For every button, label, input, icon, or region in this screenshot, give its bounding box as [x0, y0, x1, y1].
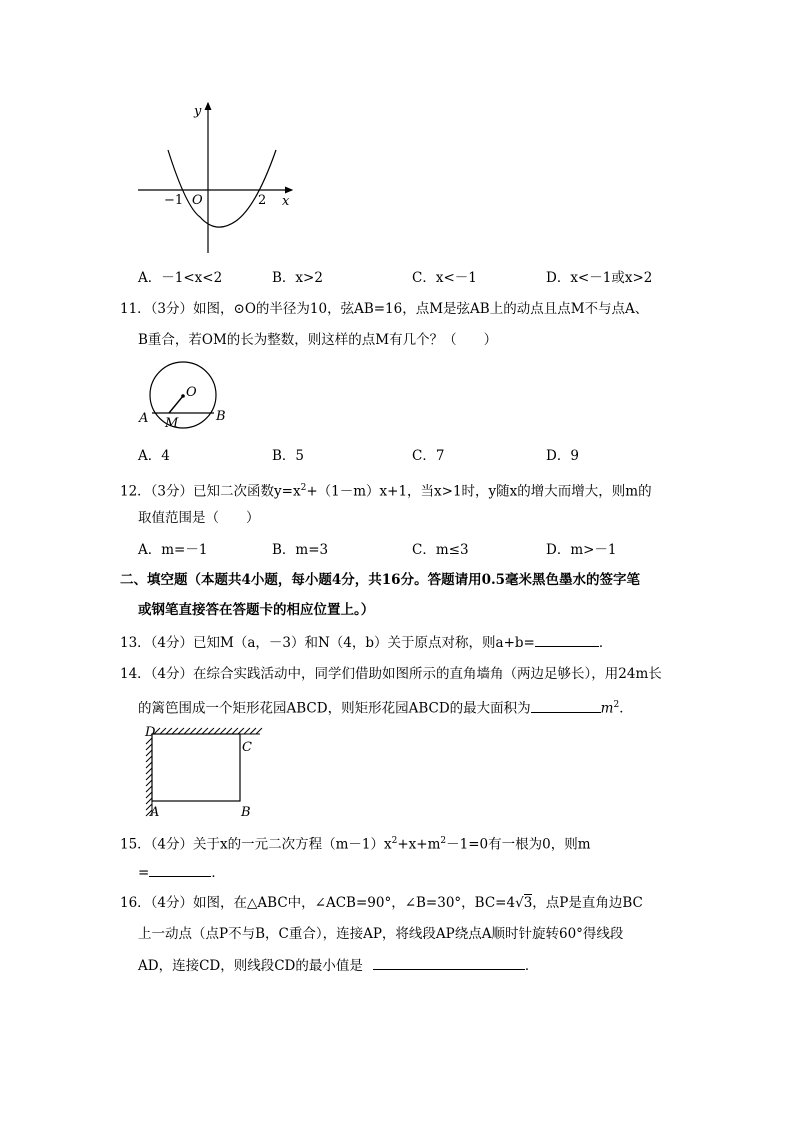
q15-line1: 15．（4分）关于x的一元二次方程$(m-1)x^2+x+m^2-1=0$有一根为0，则m: [120, 836, 591, 853]
q10-option-a: A．－1<x<2: [138, 270, 223, 286]
label-c: C: [242, 740, 252, 755]
q12-line2: 取值范围是（ ）: [138, 510, 260, 526]
section2-heading-line1: 二、填空题（本题共4小题，每小题4分，共16分。答题请用0.5毫米黑色墨水的签字笔: [120, 572, 641, 588]
section2-heading-line2: 或钢笔直接答在答题卡的相应位置上。）: [138, 602, 375, 618]
x-label: x: [282, 194, 290, 209]
q12-line1: 12．（3分）已知二次函数$y=x^2+(1-m)x+1$，当x>1时，y随x的增大而增大，则m的: [120, 483, 652, 500]
label-b: B: [241, 805, 251, 820]
q13-answer-blank[interactable]: [535, 632, 599, 647]
q11-option-d: D．9: [546, 448, 579, 464]
q15-answer-blank[interactable]: [149, 862, 211, 877]
q12-option-a: A．m=－1: [138, 542, 208, 558]
origin-label: O: [192, 193, 203, 208]
q14-answer-blank[interactable]: [531, 698, 601, 713]
q12-option-b: B．m=3: [272, 542, 329, 558]
q14-wall-rectangle-figure: [140, 724, 265, 820]
sqrt-symbol: √: [515, 895, 524, 911]
q15-line2: = ．: [138, 862, 225, 883]
label-m: M: [165, 416, 179, 431]
tick-2: 2: [258, 193, 267, 208]
y-label: y: [194, 104, 202, 119]
q11-circle-figure: [135, 360, 235, 432]
q11-line1: 11．（3分）如图，⊙O的半径为10，弦AB=16，点M是弦AB上的动点且点M不与点A、: [120, 301, 649, 317]
q12-option-c: C．m≤3: [412, 542, 469, 558]
q13-line: 13．（4分）已知M（a，－3）和N（4，b）关于原点对称，则a+b= ．: [120, 632, 612, 653]
q12-option-d: D．m>－1: [546, 542, 617, 558]
q11-option-b: B．5: [272, 448, 305, 464]
label-o: O: [186, 385, 197, 400]
q16-line1: 16．（4分）如图，在△ABC中，∠ACB=90°，∠B=30°，BC=4√3，点P是直角边BC: [120, 895, 643, 911]
left-wall-hatching: [146, 734, 152, 816]
q16-line3: AD，连接CD，则线段CD的最小值是 ．: [138, 955, 538, 976]
q10-option-b: B．x>2: [272, 270, 323, 286]
label-d: D: [145, 725, 156, 740]
q16-line2: 上一动点（点P不与B，C重合），连接AP，将线段AP绕点A顺时针旋转60°得线段: [138, 926, 624, 942]
label-b: B: [216, 409, 226, 424]
point-o: [181, 394, 185, 398]
q10-parabola-graph: [130, 95, 300, 260]
label-a: A: [150, 805, 160, 820]
q14-line2: 的篱笆围成一个矩形花园ABCD，则矩形花园ABCD的最大面积为 $m^2$．: [138, 695, 633, 719]
garden-rectangle: [152, 734, 240, 801]
q14-line1: 14．（4分）在综合实践活动中，同学们借助如图所示的直角墙角（两边足够长），用24m长: [120, 666, 662, 682]
q11-option-c: C．7: [412, 448, 445, 464]
top-wall-hatching: [152, 728, 262, 734]
q16-answer-blank[interactable]: [373, 955, 525, 970]
q11-option-a: A．4: [138, 448, 170, 464]
q10-option-d: D．x<－1或x>2: [546, 270, 653, 286]
parabola-curve: [168, 150, 276, 227]
tick-neg1: −1: [164, 193, 184, 208]
q11-line2: B重合，若OM的长为整数，则这样的点M有几个？（ ）: [138, 332, 498, 348]
q10-option-c: C．x<－1: [412, 270, 477, 286]
label-a: A: [139, 411, 149, 426]
segment-om: [169, 396, 183, 413]
